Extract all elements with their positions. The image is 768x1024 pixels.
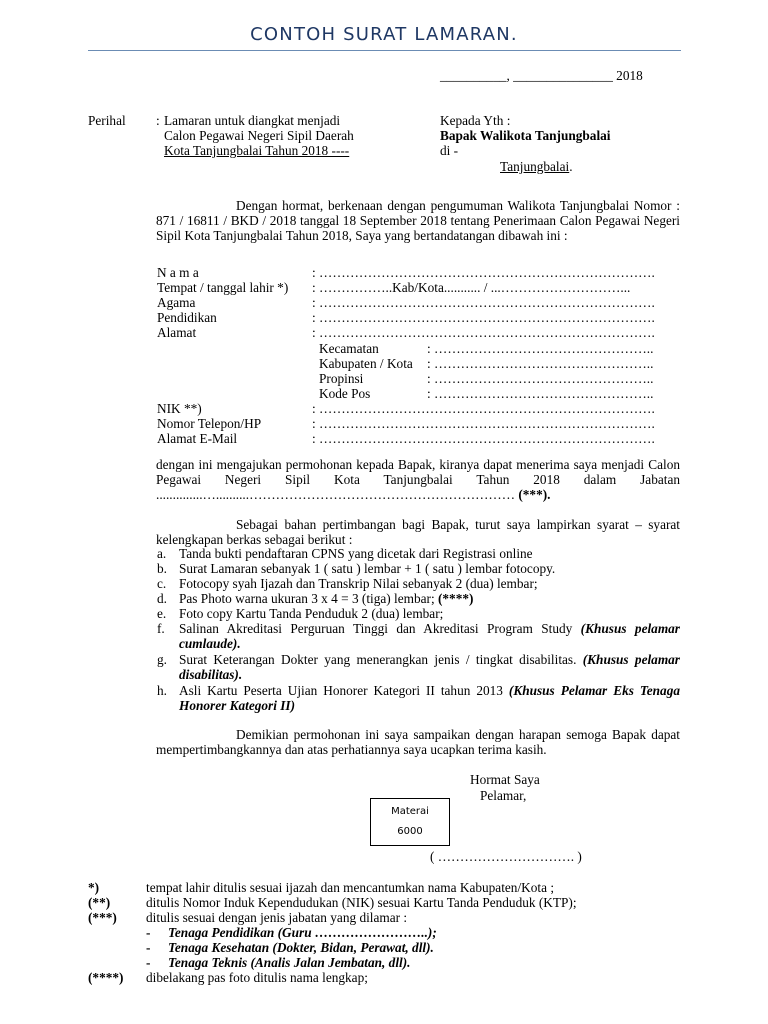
job-type-item: Tenaga Pendidikan (Guru ……………………..);	[168, 925, 437, 940]
recipient-place: Tanjungbalai.	[500, 159, 573, 174]
field-value-telepon: : ………………………………………………………………….	[312, 416, 655, 431]
subfield-value-propinsi: : …………………………………………..	[427, 371, 654, 386]
field-label-pendidikan: Pendidikan	[157, 310, 217, 325]
closing-paragraph: Demikian permohonan ini saya sampaikan dengan harapan semoga Bapak dapat mempertimbangkannya dan atas perhatiannya saya ucapkan terima kasih.	[156, 727, 680, 757]
subfield-value-kodepos: : …………………………………………..	[427, 386, 654, 401]
materai-value: 6000	[397, 826, 423, 837]
subfield-label-kodepos: Kode Pos	[319, 386, 371, 401]
attachment-marker: d.	[157, 591, 167, 606]
field-label-alamat: Alamat	[157, 325, 197, 340]
job-type-item: Tenaga Kesehatan (Dokter, Bidan, Perawat, dll).	[168, 940, 434, 955]
date-line: __________, _______________ 2018	[440, 68, 643, 83]
footnote-text: tempat lahir ditulis sesuai ijazah dan mencantumkan nama Kabupaten/Kota ;	[146, 880, 555, 895]
job-type-item: Tenaga Teknis (Analis Jalan Jembatan, dll).	[168, 955, 411, 970]
subfield-value-kabupaten: : …………………………………………..	[427, 356, 654, 371]
footnote-marker: (**)	[88, 895, 111, 910]
footnote-text: ditulis Nomor Induk Kependudukan (NIK) sesuai Kartu Tanda Penduduk (KTP);	[146, 895, 577, 910]
field-value-email: : ………………………………………………………………….	[312, 431, 655, 446]
perihal-colon: :	[156, 113, 160, 128]
field-label-ttl: Tempat / tanggal lahir *)	[157, 280, 289, 295]
perihal-line-2: Calon Pegawai Negeri Sipil Daerah	[164, 128, 354, 143]
footnote-text: ditulis sesuai dengan jenis jabatan yang dilamar :	[146, 910, 408, 925]
field-label-agama: Agama	[157, 295, 196, 310]
attachment-item: Fotocopy syah Ijazah dan Transkrip Nilai sebanyak 2 (dua) lembar;	[179, 576, 538, 591]
attachment-item: Tanda bukti pendaftaran CPNS yang dicetak dari Registrasi online	[179, 546, 533, 561]
request-paragraph: dengan ini mengajukan permohonan kepada Bapak, kiranya dapat menerima saya menjadi Calon Pegawai Negeri Sipil Kota Tanjungbalai Tahun 2018 dalam Jabatan ..............…..........…………………………………………………… (***).	[156, 457, 680, 502]
attachment-item: Asli Kartu Peserta Ujian Honorer Kategori II tahun 2013 (Khusus Pelamar Eks Tenaga Honorer Kategori II)	[179, 683, 681, 713]
field-label-email: Alamat E-Mail	[157, 431, 238, 446]
recipient-greeting: Kepada Yth :	[440, 113, 511, 128]
field-value-nama: : ………………………………………………………………….	[312, 265, 655, 280]
perihal-line-1: Lamaran untuk diangkat menjadi	[164, 113, 341, 128]
attachment-item: Pas Photo warna ukuran 3 x 4 = 3 (tiga) lembar; (****)	[179, 591, 474, 606]
field-label-telepon: Nomor Telepon/HP	[157, 416, 262, 431]
attachment-marker: b.	[157, 561, 167, 576]
job-type-dash: -	[146, 940, 151, 955]
materai-label: Materai	[391, 806, 429, 817]
attachment-item: Salinan Akreditasi Perguruan Tinggi dan Akreditasi Program Study (Khusus pelamar cumlaude).	[179, 621, 680, 651]
attachment-marker: e.	[157, 606, 167, 621]
field-label-nik: NIK **)	[157, 401, 202, 416]
attachment-marker: g.	[157, 652, 167, 667]
footnote-marker: *)	[88, 880, 100, 895]
materai-stamp-box	[370, 798, 450, 846]
footnote-marker: (***)	[88, 910, 117, 925]
attachment-item: Surat Keterangan Dokter yang menerangkan jenis / tingkat disabilitas. (Khusus pelamar disabilitas).	[179, 652, 680, 682]
footnote-marker: (****)	[88, 970, 124, 985]
attachment-marker: h.	[157, 683, 167, 698]
signature-greeting: Hormat Saya	[470, 772, 540, 787]
signature-name-placeholder: ( …………………………. )	[430, 849, 582, 864]
signature-role: Pelamar,	[480, 788, 527, 803]
job-type-dash: -	[146, 925, 151, 940]
recipient-name: Bapak Walikota Tanjungbalai	[440, 128, 611, 143]
field-value-pendidikan: : ………………………………………………………………….	[312, 310, 655, 325]
subfield-label-kecamatan: Kecamatan	[319, 341, 379, 356]
field-value-nik: : ………………………………………………………………….	[312, 401, 655, 416]
field-value-alamat: : ………………………………………………………………….	[312, 325, 655, 340]
letter-title: CONTOH SURAT LAMARAN.	[250, 24, 518, 45]
attachment-marker: a.	[157, 546, 167, 561]
job-type-dash: -	[146, 955, 151, 970]
attachment-item: Foto copy Kartu Tanda Penduduk 2 (dua) lembar;	[179, 606, 444, 621]
field-value-agama: : ………………………………………………………………….	[312, 295, 655, 310]
footnote-text: dibelakang pas foto ditulis nama lengkap;	[146, 970, 368, 985]
attachments-intro: Sebagai bahan pertimbangan bagi Bapak, turut saya lampirkan syarat – syarat kelengkapan berkas sebagai berikut :	[156, 517, 680, 547]
subfield-label-kabupaten: Kabupaten / Kota	[319, 356, 413, 371]
recipient-di: di -	[440, 143, 459, 158]
perihal-label: Perihal	[88, 113, 126, 128]
field-label-nama: N a m a	[157, 265, 199, 280]
opening-paragraph: Dengan hormat, berkenaan dengan pengumuman Walikota Tanjungbalai Nomor : 871 / 16811 / BKD / 2018 tanggal 18 September 2018 tentang Penerimaan Calon Pegawai Negeri Sipil Kota Tanjungbalai Tahun 2018, Saya yang bertandatangan dibawah ini :	[156, 198, 680, 243]
title-divider	[88, 50, 681, 51]
subfield-label-propinsi: Propinsi	[319, 371, 364, 386]
attachment-item: Surat Lamaran sebanyak 1 ( satu ) lembar + 1 ( satu ) lembar fotocopy.	[179, 561, 556, 576]
perihal-line-3: Kota Tanjungbalai Tahun 2018 ----	[164, 143, 350, 158]
attachment-marker: c.	[157, 576, 167, 591]
attachment-marker: f.	[157, 621, 165, 636]
field-value-ttl: : ……………..Kab/Kota........... / ...………………………...	[312, 280, 631, 295]
subfield-value-kecamatan: : …………………………………………..	[427, 341, 654, 356]
